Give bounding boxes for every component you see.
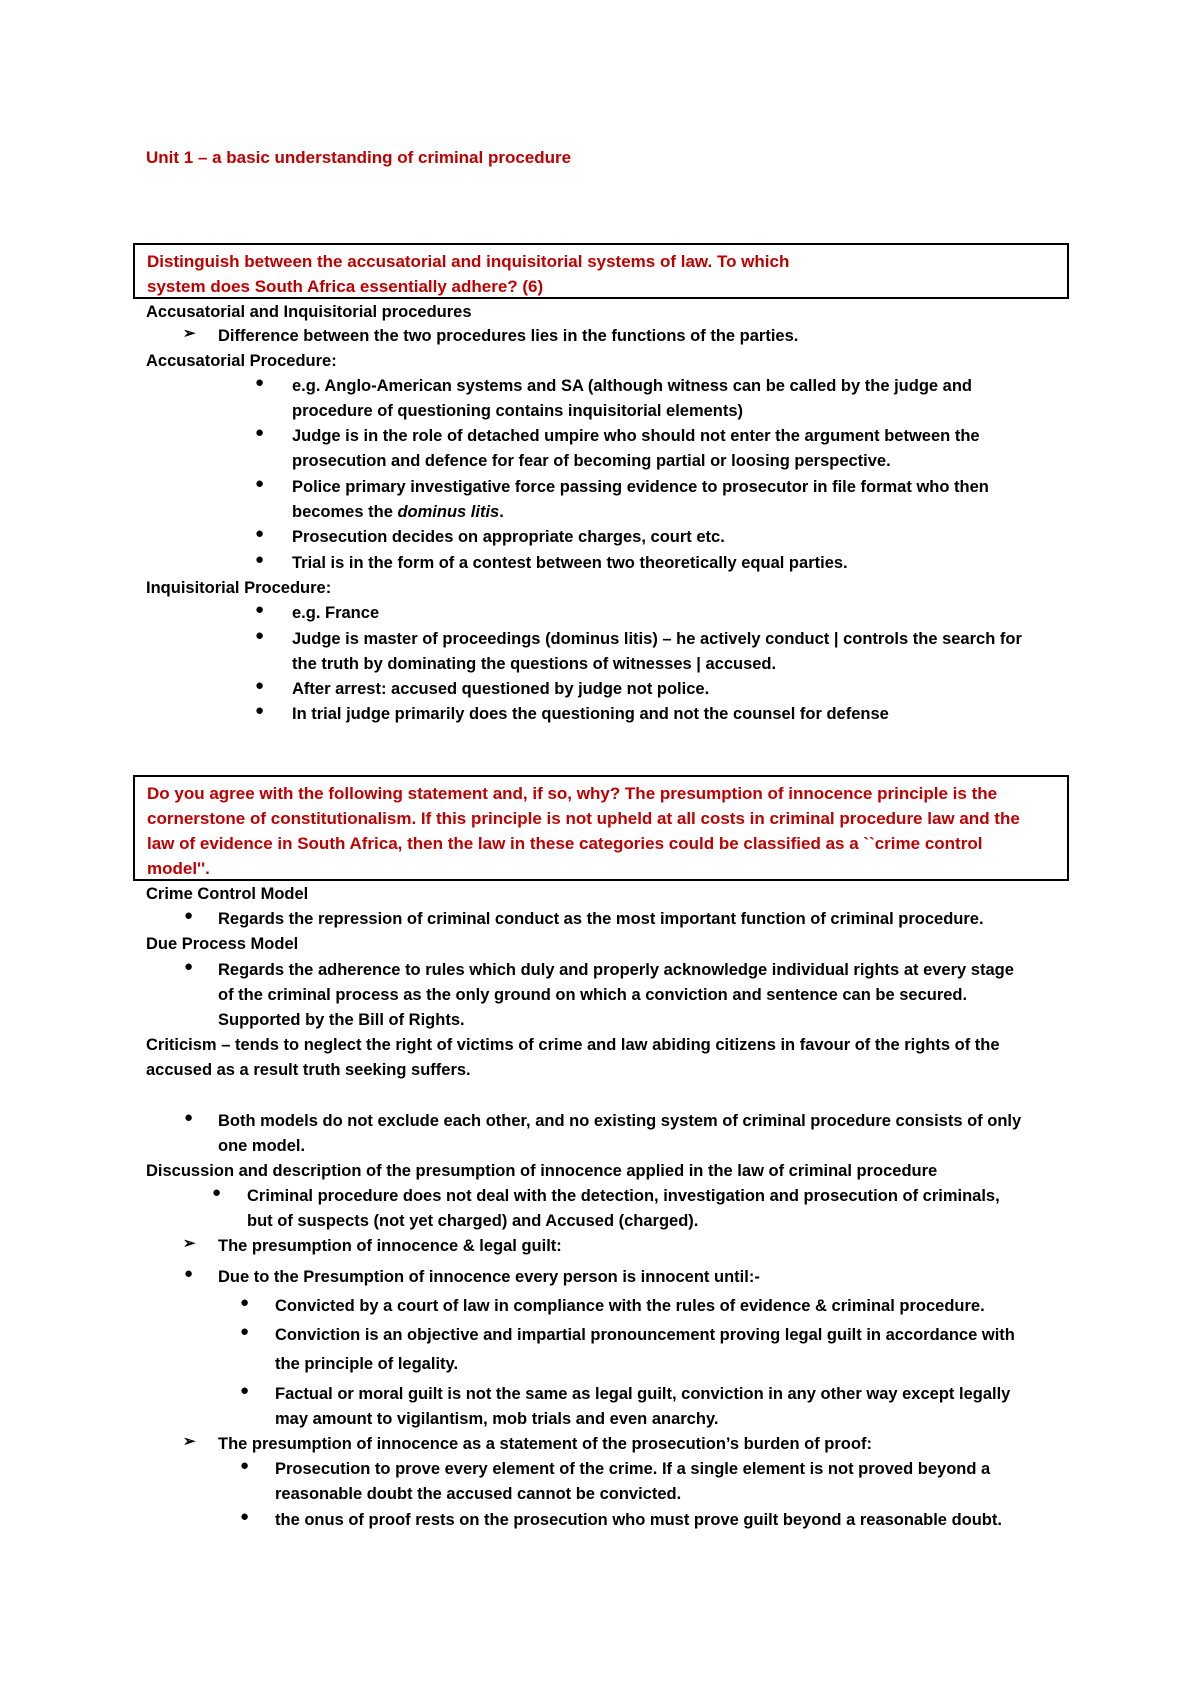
- question-1-line-1: Distinguish between the accusatorial and inquisitorial systems of law. To which: [147, 252, 790, 271]
- list-item-continuation: but of suspects (not yet charged) and Accused (charged).: [247, 1212, 699, 1230]
- list-item: Criminal procedure does not deal with the detection, investigation and prosecution of criminals,: [247, 1187, 1000, 1205]
- bullet-icon: ●: [240, 1323, 250, 1340]
- list-item: The presumption of innocence as a statement of the prosecution’s burden of proof:: [218, 1435, 872, 1453]
- list-item-continuation: may amount to vigilantism, mob trials and even anarchy.: [275, 1410, 719, 1428]
- list-item-continuation: of the criminal process as the only ground on which a conviction and sentence can be secured.: [218, 986, 968, 1004]
- list-item: After arrest: accused questioned by judge not police.: [292, 680, 710, 698]
- question-2-line-3: law of evidence in South Africa, then the law in these categories could be classified as a ``crime control: [147, 834, 983, 853]
- list-item: The presumption of innocence & legal guilt:: [218, 1237, 562, 1255]
- subsection-heading: Discussion and description of the presumption of innocence applied in the law of criminal procedure: [146, 1162, 938, 1180]
- question-2-line-1: Do you agree with the following statement and, if so, why? The presumption of innocence principle is the: [147, 784, 998, 803]
- list-item: Regards the adherence to rules which duly and properly acknowledge individual rights at every stage: [218, 961, 1014, 979]
- bullet-icon: ●: [255, 424, 265, 441]
- subsection-heading: Accusatorial Procedure:: [146, 352, 337, 370]
- section-heading: Accusatorial and Inquisitorial procedures: [146, 303, 472, 321]
- text-segment: .: [499, 503, 504, 521]
- list-item-continuation: Supported by the Bill of Rights.: [218, 1011, 465, 1029]
- list-item-continuation: [292, 500, 504, 524]
- subsection-heading: Crime Control Model: [146, 885, 309, 903]
- arrow-bullet-icon: ➢: [183, 1235, 196, 1252]
- bullet-icon: ●: [240, 1382, 250, 1399]
- arrow-bullet-icon: ➢: [183, 325, 196, 342]
- bullet-icon: ●: [184, 907, 194, 924]
- list-item: In trial judge primarily does the questioning and not the counsel for defense: [292, 705, 889, 723]
- list-item: Police primary investigative force passing evidence to prosecutor in file format who then: [292, 478, 989, 496]
- list-item: Factual or moral guilt is not the same as legal guilt, conviction in any other way except legally: [275, 1385, 1011, 1403]
- list-item: Judge is in the role of detached umpire who should not enter the argument between the: [292, 427, 980, 445]
- bullet-icon: ●: [184, 958, 194, 975]
- list-item-continuation: the principle of legality.: [275, 1355, 459, 1373]
- paragraph-line: accused as a result truth seeking suffers.: [146, 1061, 471, 1079]
- list-item: Prosecution to prove every element of the crime. If a single element is not proved beyond a: [275, 1460, 991, 1478]
- bullet-icon: ●: [212, 1184, 222, 1201]
- list-item: Trial is in the form of a contest between two theoretically equal parties.: [292, 554, 848, 572]
- text-segment: becomes the: [292, 503, 398, 521]
- italic-term: dominus litis: [397, 503, 500, 521]
- list-item-continuation: the truth by dominating the questions of witnesses | accused.: [292, 655, 777, 673]
- bullet-icon: ●: [255, 475, 265, 492]
- bullet-icon: ●: [184, 1265, 194, 1282]
- bullet-icon: ●: [184, 1109, 194, 1126]
- bullet-icon: ●: [255, 525, 265, 542]
- bullet-icon: ●: [255, 551, 265, 568]
- bullet-icon: ●: [255, 702, 265, 719]
- list-item: Both models do not exclude each other, and no existing system of criminal procedure consists of only: [218, 1112, 1022, 1130]
- list-item: Due to the Presumption of innocence every person is innocent until:-: [218, 1268, 760, 1286]
- list-item: Regards the repression of criminal conduct as the most important function of criminal procedure.: [218, 910, 984, 928]
- question-box-1: [133, 243, 1069, 299]
- bullet-icon: ●: [255, 601, 265, 618]
- list-item: Difference between the two procedures lies in the functions of the parties.: [218, 327, 799, 345]
- list-item: e.g. France: [292, 604, 380, 622]
- list-item: e.g. Anglo-American systems and SA (although witness can be called by the judge and: [292, 377, 972, 395]
- bullet-icon: ●: [255, 374, 265, 391]
- page-title: Unit 1 – a basic understanding of criminal procedure: [146, 148, 572, 167]
- list-item: the onus of proof rests on the prosecution who must prove guilt beyond a reasonable doubt.: [275, 1511, 1002, 1529]
- list-item-continuation: one model.: [218, 1137, 306, 1155]
- question-box-2: [133, 775, 1069, 881]
- question-2-line-4: model''.: [147, 859, 210, 878]
- list-item: Judge is master of proceedings (dominus litis) – he actively conduct | controls the search for: [292, 630, 1022, 648]
- list-item: Conviction is an objective and impartial pronouncement proving legal guilt in accordance with: [275, 1326, 1015, 1344]
- list-item-continuation: reasonable doubt the accused cannot be convicted.: [275, 1485, 682, 1503]
- bullet-icon: ●: [240, 1457, 250, 1474]
- paragraph-line: Criticism – tends to neglect the right of victims of crime and law abiding citizens in favour of the rights of the: [146, 1036, 1000, 1054]
- list-item-continuation: procedure of questioning contains inquisitorial elements): [292, 402, 744, 420]
- bullet-icon: ●: [240, 1508, 250, 1525]
- question-1-line-2: system does South Africa essentially adhere? (6): [147, 277, 544, 296]
- bullet-icon: ●: [255, 627, 265, 644]
- question-2-line-2: cornerstone of constitutionalism. If this principle is not upheld at all costs in criminal procedure law and the: [147, 809, 1020, 828]
- arrow-bullet-icon: ➢: [183, 1433, 196, 1450]
- bullet-icon: ●: [255, 677, 265, 694]
- subsection-heading: Inquisitorial Procedure:: [146, 579, 332, 597]
- list-item: Convicted by a court of law in compliance with the rules of evidence & criminal procedure.: [275, 1297, 985, 1315]
- list-item-continuation: prosecution and defence for fear of becoming partial or loosing perspective.: [292, 452, 891, 470]
- subsection-heading: Due Process Model: [146, 935, 299, 953]
- bullet-icon: ●: [240, 1294, 250, 1311]
- list-item: Prosecution decides on appropriate charges, court etc.: [292, 528, 725, 546]
